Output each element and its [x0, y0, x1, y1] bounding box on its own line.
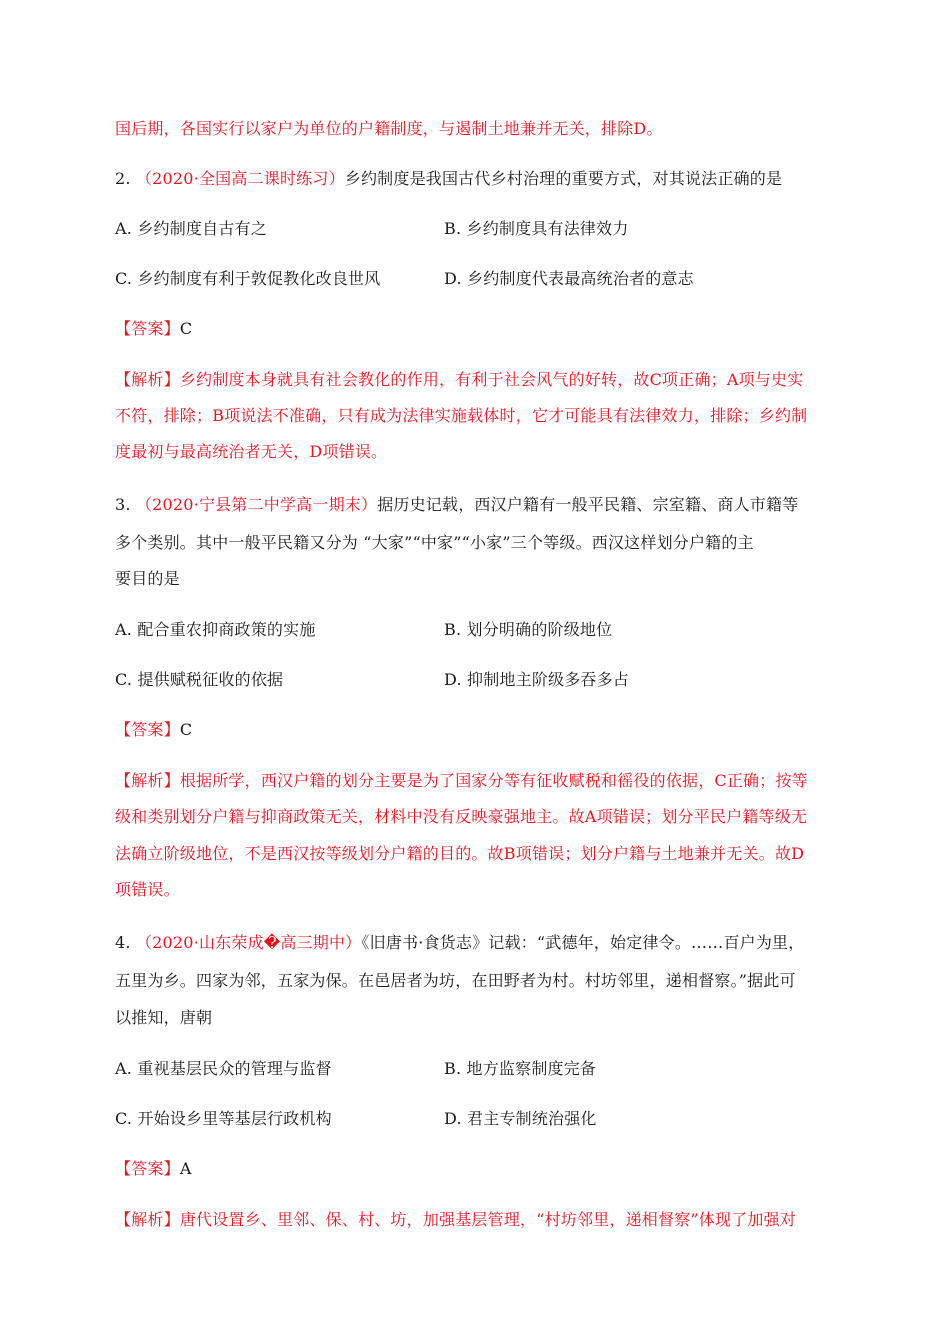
q3-analysis-text-1: 根据所学，西汉户籍的划分主要是为了国家分等有征收赋税和徭役的依据，C正确；按等	[179, 771, 808, 790]
q4-stem-1: 《旧唐书·食货志》记载：“武德年，始定律令。……百户为里，	[361, 933, 805, 952]
q4-answer-label: 【答案】	[115, 1159, 180, 1178]
q4-stem-line-2: 五里为乡。四家为邻，五家为保。在邑居者为坊，在田野者为村。村坊邻里，递相督察。”据此可	[115, 971, 796, 990]
q4-answer-value: A	[179, 1159, 192, 1178]
q4-option-b: B. 地方监察制度完备	[444, 1059, 597, 1078]
q4-analysis-text-1: 唐代设置乡、里邻、保、村、坊，加强基层管理，“村坊邻里，递相督察”体现了加强对	[179, 1210, 796, 1229]
q3-stem-1: 据历史记载，西汉户籍有一般平民籍、宗室籍、商人市籍等	[377, 495, 799, 514]
q2-analysis-label: 【解析】	[115, 370, 180, 389]
q4-stem-line-3: 以推知，唐朝	[115, 1008, 213, 1027]
q4-analysis-label: 【解析】	[115, 1210, 180, 1229]
q3-answer-label: 【答案】	[115, 720, 180, 739]
q2-analysis-text-1: 乡约制度本身就具有社会教化的作用，有利于社会风气的好转，故C项正确；A项与史实	[179, 370, 804, 389]
q2-source: （2020·全国高二课时练习）	[135, 169, 345, 188]
q2-answer-label: 【答案】	[115, 319, 180, 338]
q3-number: 3.	[115, 495, 131, 514]
q3-option-c: C. 提供赋税征收的依据	[115, 670, 284, 689]
q4-number: 4.	[115, 933, 131, 952]
q3-analysis-line-3: 法确立阶级地位，不是西汉按等级划分户籍的目的。故B项错误；划分户籍与土地兼并无关。故D	[115, 844, 805, 863]
q3-analysis-line-4: 项错误。	[115, 880, 180, 899]
q3-stem-line-2: 多个类别。其中一般平民籍又分为 “大家”“中家”“小家”三个等级。西汉这样划分户籍的主	[115, 533, 754, 552]
q3-option-d: D. 抑制地主阶级多吞多占	[444, 670, 630, 689]
q3-analysis-line-2: 级和类别划分户籍与抑商政策无关，材料中没有反映豪强地主。故A项错误；划分平民户籍等级无	[115, 807, 808, 826]
q2-number: 2.	[115, 169, 131, 188]
q4-analysis-line-1	[115, 1209, 796, 1231]
q3-answer-value: C	[179, 720, 193, 739]
q3-analysis-label: 【解析】	[115, 771, 180, 790]
q3-answer	[115, 719, 192, 741]
q2-analysis-line-2: 不符，排除；B项说法不准确，只有成为法律实施载体时，它才可能具有法律效力，排除；乡约制	[115, 406, 808, 425]
q2-analysis-line-3: 度最初与最高统治者无关，D项错误。	[115, 442, 388, 461]
intro-line: 国后期，各国实行以家户为单位的户籍制度，与遏制土地兼并无关，排除D。	[115, 119, 663, 138]
q4-option-a: A. 重视基层民众的管理与监督	[115, 1059, 332, 1078]
q4-stem-line-1	[115, 932, 804, 954]
q2-analysis-line-1	[115, 369, 803, 391]
q4-option-d: D. 君主专制统治强化	[444, 1109, 597, 1128]
q2-option-d: D. 乡约制度代表最高统治者的意志	[444, 269, 694, 288]
q3-option-b: B. 划分明确的阶级地位	[444, 620, 613, 639]
q2-answer-value: C	[179, 319, 193, 338]
q4-option-c: C. 开始设乡里等基层行政机构	[115, 1109, 332, 1128]
q4-source: （2020·山东荣成�高三期中）	[135, 933, 362, 952]
q2-option-a: A. 乡约制度自古有之	[115, 219, 267, 238]
q3-stem-line-3: 要目的是	[115, 569, 180, 588]
q2-answer	[115, 318, 192, 340]
q3-stem-line-1	[115, 494, 798, 516]
q3-option-a: A. 配合重农抑商政策的实施	[115, 620, 316, 639]
q2-option-c: C. 乡约制度有利于敦促教化改良世风	[115, 269, 381, 288]
q2-stem: 乡约制度是我国古代乡村治理的重要方式，对其说法正确的是	[344, 169, 783, 188]
q2-option-b: B. 乡约制度具有法律效力	[444, 219, 629, 238]
q4-answer	[115, 1158, 192, 1180]
q2-stem-line	[115, 168, 782, 190]
q3-analysis-line-1	[115, 770, 808, 792]
q3-source: （2020·宁县第二中学高一期末）	[135, 495, 378, 514]
